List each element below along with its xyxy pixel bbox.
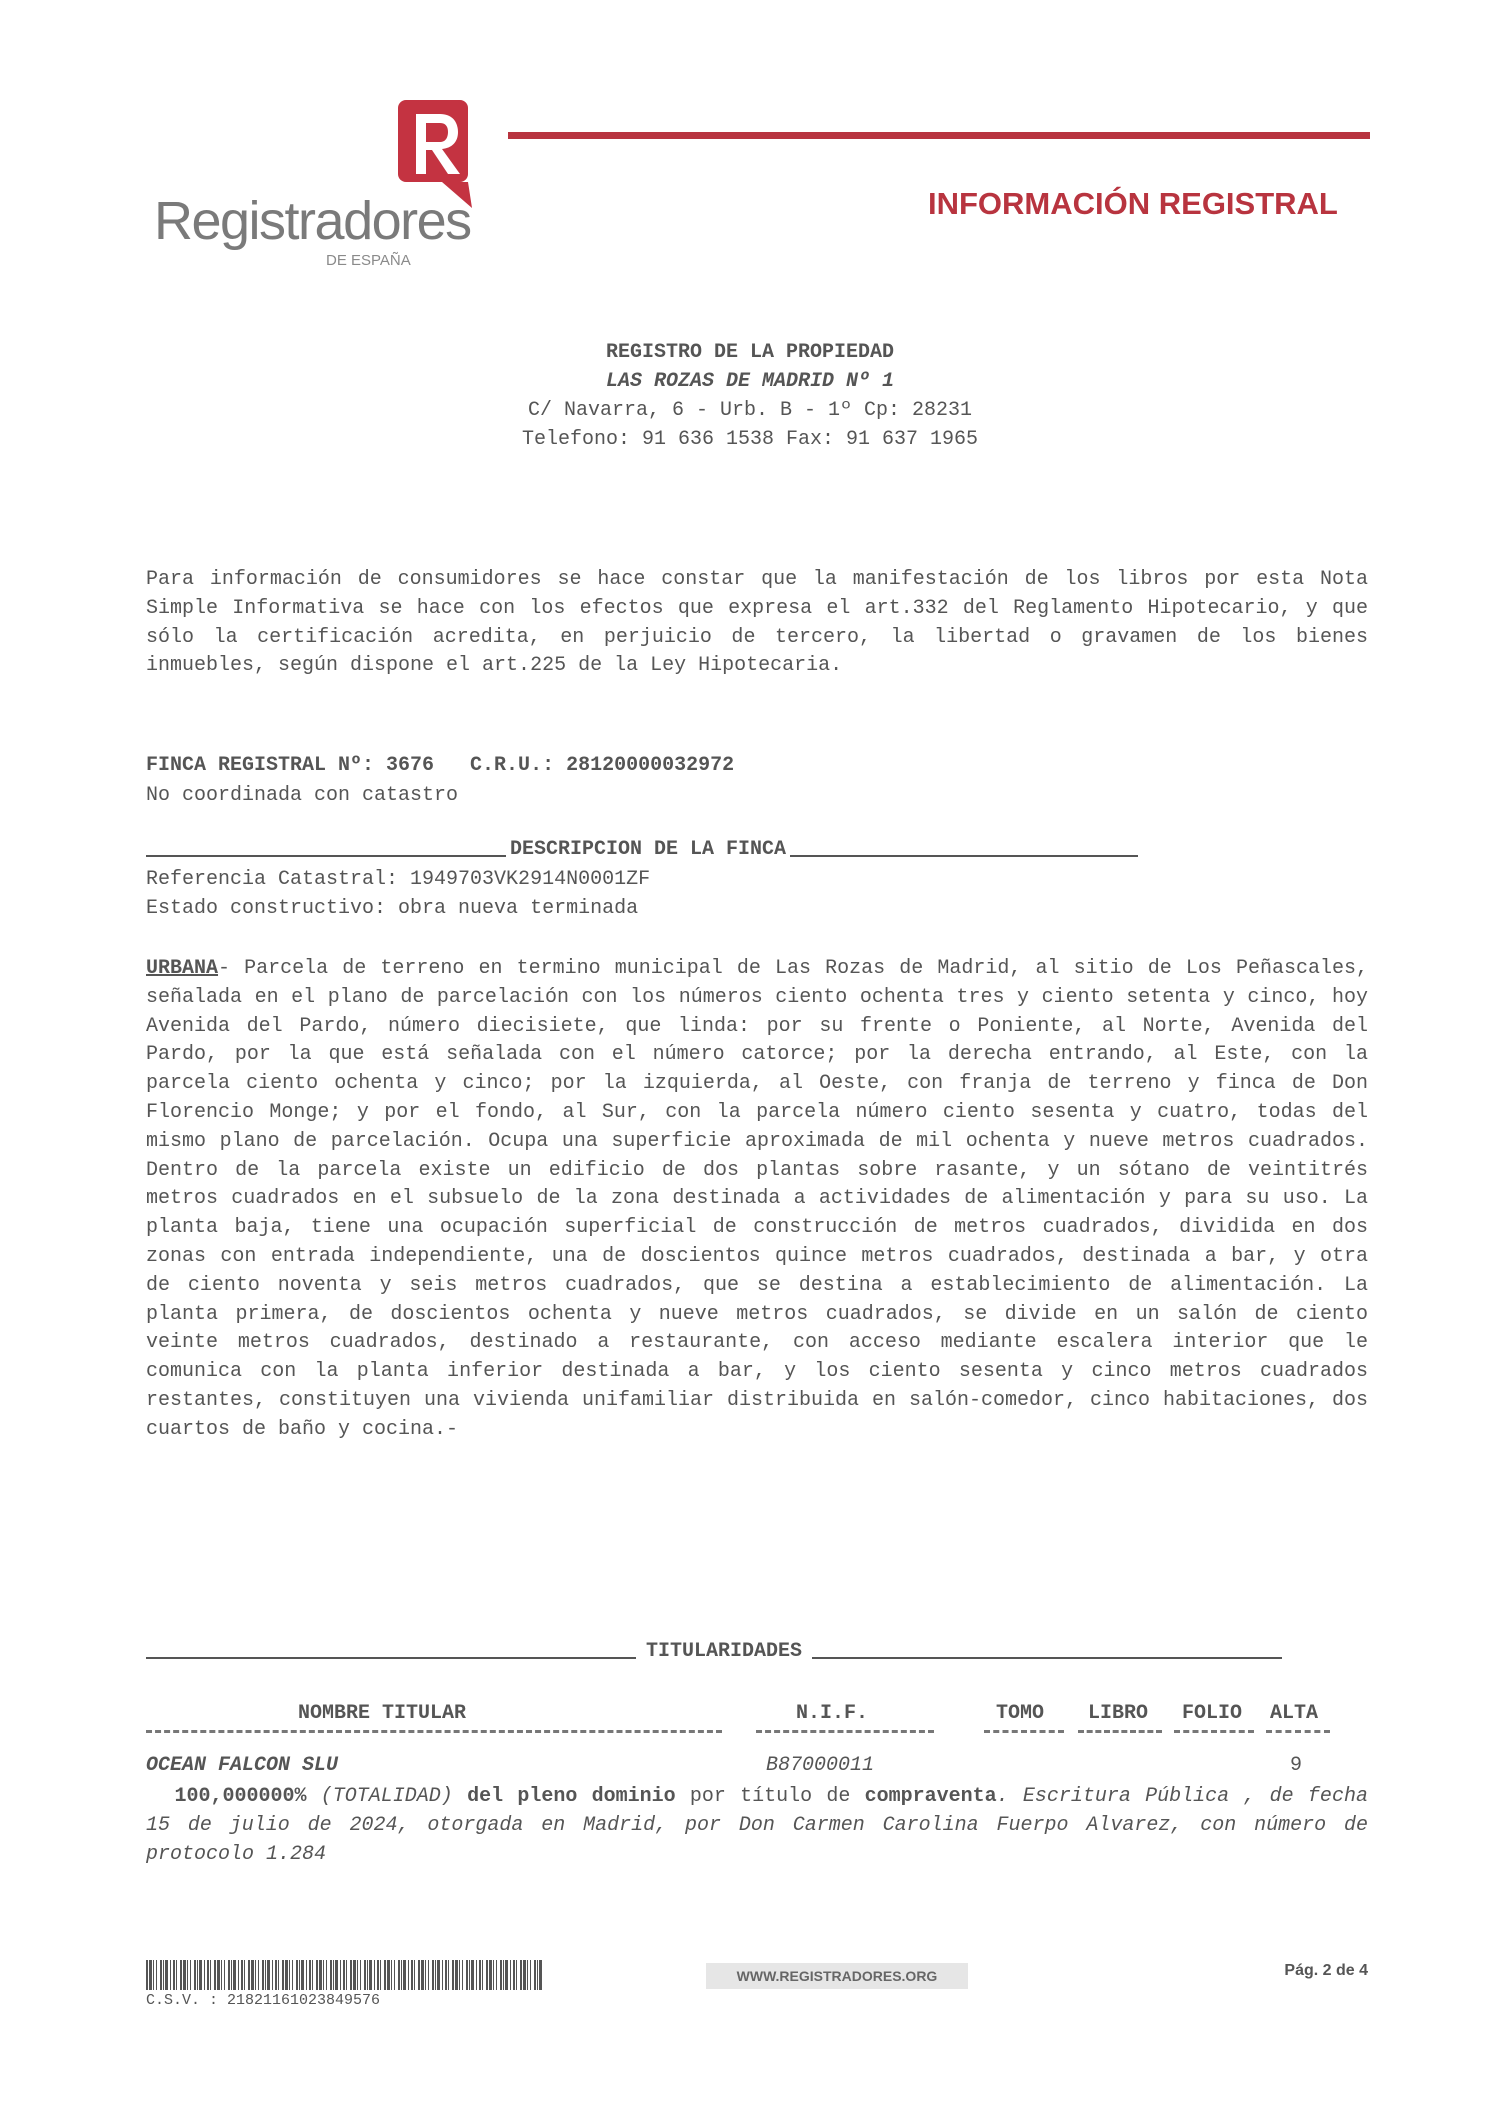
barcode-bar: [448, 1960, 449, 1990]
col-alta: ALTA: [1270, 1702, 1319, 1725]
barcode-bar: [505, 1960, 508, 1990]
barcode-bar: [462, 1960, 463, 1990]
office-phone: Telefono: 91 636 1538 Fax: 91 637 1965: [521, 428, 979, 451]
barcode-bar: [537, 1960, 538, 1990]
barcode-bar: [309, 1960, 311, 1990]
barcode-bar: [183, 1960, 186, 1990]
barcode-bar: [489, 1960, 492, 1990]
barcode-bar: [199, 1960, 202, 1990]
barcode-bar: [233, 1960, 236, 1990]
barcode-bar: [170, 1960, 171, 1990]
barcode-bar: [214, 1960, 216, 1990]
barcode-bar: [156, 1960, 157, 1990]
csv-code: C.S.V. : 21821161023849576: [146, 1992, 381, 2009]
barcode-bar: [503, 1960, 504, 1990]
barcode-bar: [516, 1960, 517, 1990]
page-number: Pág. 2 de 4: [1284, 1962, 1368, 1979]
titular-name: OCEAN FALCON SLU: [146, 1754, 339, 1777]
dash-rule-folio: [1174, 1730, 1254, 1733]
barcode-bar: [486, 1960, 488, 1990]
barcode-bar: [267, 1960, 270, 1990]
dash-rule-libro: [1078, 1730, 1162, 1733]
barcode-bar: [255, 1960, 256, 1990]
barcode-bar: [398, 1960, 400, 1990]
titularidad-titulo: compraventa: [864, 1785, 997, 1808]
barcode-bar: [364, 1960, 366, 1990]
barcode-bar: [241, 1960, 243, 1990]
barcode-bar: [207, 1960, 209, 1990]
csv-barcode: [146, 1960, 546, 1990]
barcode-bar: [411, 1960, 413, 1990]
descripcion-section-title: [146, 838, 1138, 861]
barcode-bar: [340, 1960, 341, 1990]
barcode-bar: [210, 1960, 211, 1990]
titularidades-title: TITULARIDADES: [646, 1640, 803, 1663]
barcode-bar: [369, 1960, 372, 1990]
barcode-bar: [380, 1960, 381, 1990]
logo-name: Registradores: [154, 191, 471, 251]
titularidad-por: por título de: [689, 1785, 851, 1808]
barcode-bar: [455, 1960, 458, 1990]
barcode-bar: [228, 1960, 230, 1990]
barcode-bar: [534, 1960, 536, 1990]
barcode-bar: [466, 1960, 468, 1990]
referencia-catastral: Referencia Catastral: 1949703VK2914N0001ZF: [146, 868, 651, 891]
barcode-bar: [299, 1960, 300, 1990]
barcode-bar: [316, 1960, 318, 1990]
barcode-bar: [387, 1960, 390, 1990]
header-title: INFORMACIÓN REGISTRAL: [928, 186, 1338, 221]
barcode-bar: [414, 1960, 415, 1990]
website-link[interactable]: WWW.REGISTRADORES.ORG: [706, 1963, 968, 1989]
barcode-bar: [442, 1960, 443, 1990]
barcode-bar: [432, 1960, 434, 1990]
barcode-bar: [482, 1960, 483, 1990]
titularidad-escritura: . Escritura Pública , de fecha 15 de julio de 2024, otorgada en Madrid, por Don Carmen Carolina Fuerpo Alvarez, con número de protocolo 1.284: [146, 1785, 1368, 1866]
col-nombre-titular: NOMBRE TITULAR: [298, 1702, 467, 1725]
col-tomo: TOMO: [996, 1702, 1045, 1725]
barcode-bar: [160, 1960, 162, 1990]
barcode-bar: [452, 1960, 454, 1990]
description-text: - Parcela de terreno en termino municipal de Las Rozas de Madrid, al sitio de Los Peñascales, señalada en el plano de parcelación con los números ciento ochenta tres y ciento setenta y cinco, hoy Avenida del Pardo, número diecisiete, que linda: por su frente o Poniente, al Norte, Avenida del Pardo, por la que está señalada con el número catorce; por la derecha entrando, al Este, con la parcela ciento ochenta y cinco; por la izquierda, al Oeste, con franja de terreno y finca de Don Florencio Monge; y por el fondo, al Sur, con la parcela número ciento sesenta y cuatro, todas del mismo plano de parcelación. Ocupa una superficie aproximada de mil ochenta y nueve metros cuadrados. Dentro de la parcela existe un edificio de dos plantas sobre rasante, y un sótano de veintitrés metros cuadrados en el subsuelo de la zona destinada a actividades de alimentación y para su uso. La planta baja, tiene una ocupación superficial de construcción de metros cuadrados, dividida en dos zonas con entrada independiente, una de doscientos quince metros cuadrados, destinada a bar, y otra de ciento noventa y seis metros cuadrados, que se destina a establecimiento de alimentación. La planta primera, de doscientos ochenta y nueve metros cuadrados, se divide en un salón de ciento veinte metros cuadrados, destinado a restaurante, con acceso mediante escalera interior que le comunica con la planta inferior destinada a bar, y los ciento sesenta y cinco metros cuadrados restantes, constituyen una vivienda unifamiliar distribuida en salón-comedor, cinco habitaciones, dos cuartos de baño y cocina.-: [146, 957, 1368, 1441]
barcode-bar: [437, 1960, 440, 1990]
barcode-bar: [282, 1960, 284, 1990]
barcode-bar: [391, 1960, 392, 1990]
titularidad-percentage: 100,000000%: [174, 1785, 307, 1808]
titular-alta: 9: [1290, 1754, 1303, 1777]
barcode-bar: [476, 1960, 477, 1990]
barcode-bar: [357, 1960, 358, 1990]
barcode-bar: [408, 1960, 409, 1990]
barcode-bar: [330, 1960, 332, 1990]
col-nif: N.I.F.: [796, 1702, 869, 1725]
barcode-bar: [278, 1960, 279, 1990]
barcode-bar: [285, 1960, 288, 1990]
barcode-bar: [251, 1960, 254, 1990]
barcode-bar: [520, 1960, 522, 1990]
barcode-bar: [496, 1960, 497, 1990]
barcode-bar: [323, 1960, 324, 1990]
barcode-bar: [190, 1960, 191, 1990]
registry-office: [0, 338, 1500, 454]
barcode-bar: [469, 1960, 470, 1990]
barcode-bar: [244, 1960, 245, 1990]
finca-heading: FINCA REGISTRAL Nº: 3676 C.R.U.: 28120000032972: [146, 754, 735, 777]
catastro-status: No coordinada con catastro: [146, 784, 459, 807]
barcode-bar: [165, 1960, 168, 1990]
office-name: REGISTRO DE LA PROPIEDAD: [605, 341, 895, 364]
barcode-bar: [262, 1960, 264, 1990]
barcode-bar: [180, 1960, 182, 1990]
barcode-bar: [500, 1960, 502, 1990]
barcode-bar: [360, 1960, 361, 1990]
barcode-bar: [217, 1960, 220, 1990]
dash-rule-alta: [1266, 1730, 1330, 1733]
barcode-bar: [428, 1960, 429, 1990]
barcode-bar: [163, 1960, 164, 1990]
barcode-bar: [539, 1960, 542, 1990]
barcode-bar: [459, 1960, 460, 1990]
consumer-notice: Para información de consumidores se hace constar que la manifestación de los libros por esta Nota Simple Informativa se hace con los efectos que expresa el art.332 del Reglamento Hipotecario, y que sólo la certificación acredita, en perjuicio de tercero, la libertad o gravamen de los bienes inmuebles, según dispone el art.225 de la Ley Hipotecaria.: [146, 568, 1368, 678]
barcode-bar: [530, 1960, 531, 1990]
barcode-bar: [301, 1960, 304, 1990]
barcode-bar: [258, 1960, 259, 1990]
barcode-bar: [221, 1960, 222, 1990]
barcode-bar: [306, 1960, 307, 1990]
logo-subtitle: DE ESPAÑA: [326, 252, 411, 269]
barcode-bar: [153, 1960, 154, 1990]
registradores-logo: [148, 100, 488, 280]
col-libro: LIBRO: [1088, 1702, 1149, 1725]
barcode-bar: [319, 1960, 322, 1990]
barcode-bar: [296, 1960, 298, 1990]
barcode-bar: [353, 1960, 356, 1990]
barcode-bar: [265, 1960, 266, 1990]
titularidad-scope: (TOTALIDAD): [320, 1785, 453, 1808]
titularidad-detail: [146, 1782, 1368, 1869]
barcode-bar: [527, 1960, 528, 1990]
barcode-bar: [435, 1960, 436, 1990]
barcode-bar: [224, 1960, 225, 1990]
barcode-bar: [275, 1960, 277, 1990]
barcode-bar: [471, 1960, 474, 1990]
barcode-bar: [418, 1960, 420, 1990]
barcode-bar: [231, 1960, 232, 1990]
barcode-bar: [197, 1960, 198, 1990]
barcode-bar: [173, 1960, 175, 1990]
barcode-bar: [523, 1960, 526, 1990]
dash-rule-nombre: [146, 1730, 722, 1733]
barcode-bar: [272, 1960, 273, 1990]
barcode-bar: [445, 1960, 447, 1990]
barcode-bar: [333, 1960, 334, 1990]
titularidades-section-title: [146, 1640, 1282, 1663]
barcode-bar: [403, 1960, 406, 1990]
dash-rule-tomo: [984, 1730, 1064, 1733]
barcode-bar: [343, 1960, 345, 1990]
barcode-bar: [289, 1960, 290, 1990]
barcode-bar: [312, 1960, 313, 1990]
dash-rule-nif: [756, 1730, 934, 1733]
barcode-bar: [421, 1960, 424, 1990]
barcode-bar: [176, 1960, 177, 1990]
barcode-bar: [401, 1960, 402, 1990]
urbana-label: URBANA: [146, 957, 219, 980]
barcode-bar: [510, 1960, 511, 1990]
barcode-bar: [367, 1960, 368, 1990]
descripcion-title: DESCRIPCION DE LA FINCA: [510, 838, 787, 861]
barcode-bar: [479, 1960, 481, 1990]
barcode-bar: [425, 1960, 426, 1990]
barcode-bar: [377, 1960, 379, 1990]
titular-nif: B87000011: [766, 1754, 875, 1777]
titularidad-dominio: del pleno dominio: [467, 1785, 676, 1808]
barcode-bar: [146, 1960, 148, 1990]
barcode-bar: [394, 1960, 395, 1990]
barcode-bar: [346, 1960, 347, 1990]
barcode-bar: [326, 1960, 327, 1990]
barcode-bar: [292, 1960, 293, 1990]
col-folio: FOLIO: [1182, 1702, 1243, 1725]
barcode-bar: [248, 1960, 250, 1990]
barcode-bar: [204, 1960, 205, 1990]
office-address: C/ Navarra, 6 - Urb. B - 1º Cp: 28231: [527, 399, 973, 422]
header-rule: [508, 132, 1370, 139]
office-location: LAS ROZAS DE MADRID Nº 1: [605, 370, 895, 393]
barcode-bar: [194, 1960, 196, 1990]
estado-constructivo: Estado constructivo: obra nueva terminada: [146, 897, 639, 920]
barcode-bar: [513, 1960, 515, 1990]
finca-description: [146, 955, 1368, 1445]
barcode-bar: [384, 1960, 386, 1990]
barcode-bar: [350, 1960, 352, 1990]
barcode-bar: [149, 1960, 152, 1990]
barcode-bar: [374, 1960, 375, 1990]
barcode-bar: [187, 1960, 188, 1990]
barcode-bar: [238, 1960, 239, 1990]
barcode-bar: [493, 1960, 494, 1990]
barcode-bar: [335, 1960, 338, 1990]
